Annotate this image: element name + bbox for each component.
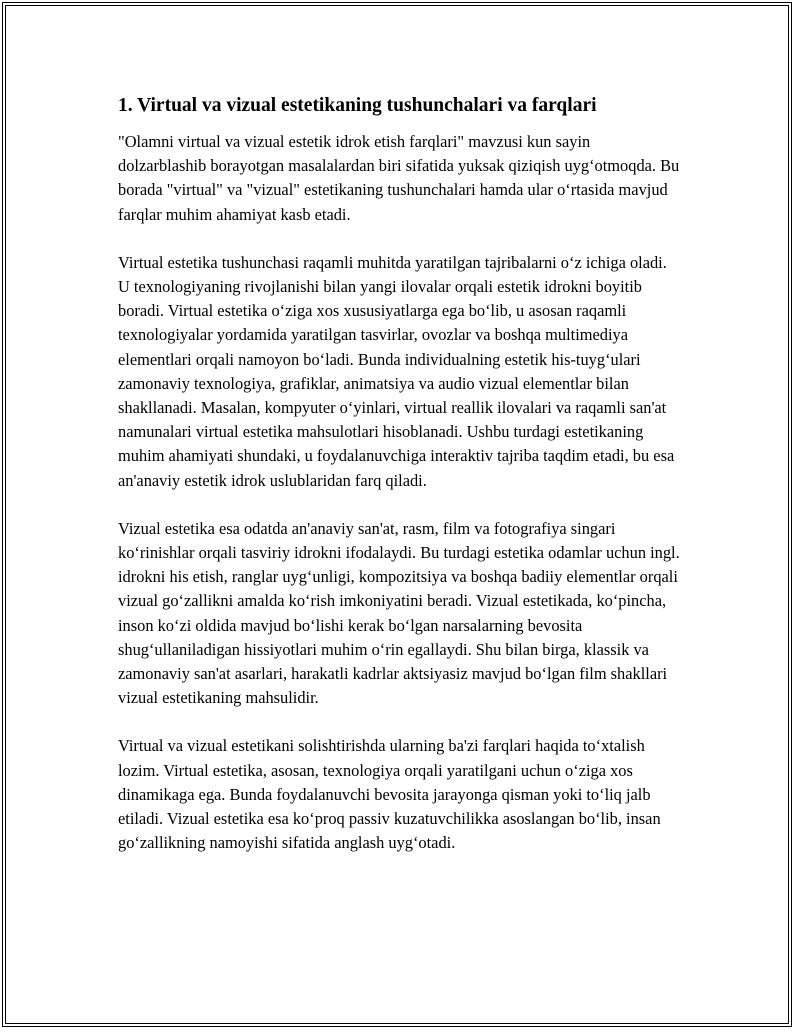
document-body — [118, 93, 680, 879]
paragraph-comparison: Virtual va vizual estetikani solishtirishda ularning ba'zi farqlari haqida to‘xtalish lozim. Virtual estetika, asosan, texnologiya orqali yaratilgani uchun o‘ziga xos dinamikaga ega. Bunda foydalanuvchi bevosita jarayonga qisman yoki to‘liq jalb etiladi. Vizual estetika esa ko‘proq passiv kuzatuvchilikka asoslangan bo‘lib, insan go‘zallikning namoyishi sifatida anglash uyg‘otadi. — [118, 736, 661, 853]
paragraph-virtual-aesthetics: Virtual estetika tushunchasi raqamli muhitda yaratilgan tajribalarni o‘z ichiga oladi. U texnologiyaning rivojlanishi bilan yangi ilovalar orqali estetik idrokni boyitib boradi. Virtual estetika o‘ziga xos xususiyatlarga ega bo‘lib, u asosan raqamli texnologiyalar yordamida yaratilgan tasvirlar, ovozlar va boshqa multimediya elementlari orqali namoyon bo‘ladi. Bunda individualning estetik his-tuyg‘ulari zamonaviy texnologiya, grafiklar, animatsiya va audio vizual elementlar bilan shakllanadi. Masalan, kompyuter o‘yinlari, virtual reallik ilovalari va raqamli san'at namunalari virtual estetika mahsulotlari hisoblanadi. Ushbu turdagi estetikaning muhim ahamiyati shundaki, u foydalanuvchiga interaktiv tajriba taqdim etadi, bu esa an'anaviy estetik idrok uslublaridan farq qiladi. — [118, 252, 675, 490]
paragraph-intro: "Olamni virtual va vizual estetik idrok etish farqlari" mavzusi kun sayin dolzarblashib borayotgan masalalardan biri sifatida yuksak qiziqish uyg‘otmoqda. Bu borada "virtual" va "vizual" estetikaning tushunchalari hamda ular o‘rtasida mavjud farqlar muhim ahamiyat kasb etadi. — [118, 132, 680, 224]
section-heading: 1. Virtual va vizual estetikaning tushunchalari va farqlari — [118, 95, 597, 116]
paragraph-visual-aesthetics: Vizual estetika esa odatda an'anaviy san'at, rasm, film va fotografiya singari ko‘rinishlar orqali tasviriy idrokni ifodalaydi. Bu turdagi estetika odamlar uchun ingl. idrokni his etish, ranglar uyg‘unligi, kompozitsiya va boshqa badiiy elementlar orqali vizual go‘zallikni amalda ko‘rish imkoniyatini beradi. Vizual estetikada, ko‘pincha, inson ko‘zi oldida mavjud bo‘lishi kerak bo‘lgan narsalarning bevosita shug‘ullaniladigan hissiyotlari muhim o‘rin egallaydi. Shu bilan birga, klassik va zamonaviy san'at asarlari, harakatli kadrlar aktsiyasiz mavjud bo‘lgan film shakllari vizual estetikaning mahsulidir. — [118, 518, 680, 708]
